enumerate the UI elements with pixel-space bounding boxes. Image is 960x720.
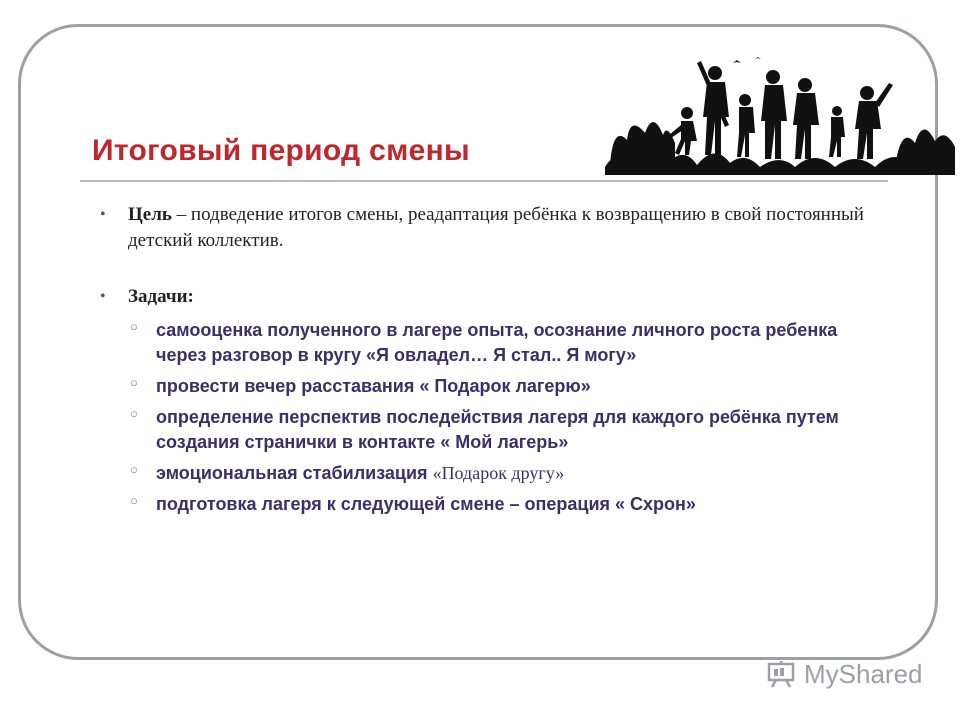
task-item [130,405,890,455]
tasks-list [100,318,890,517]
task-text: подготовка лагеря к следующей смене – операция « Схрон» [156,494,696,514]
sub-bullet-marker: ○ [130,493,138,508]
sub-bullet-marker: ○ [130,319,138,334]
goal-label: Цель [128,204,172,225]
task-text: эмоциональная стабилизация [156,463,433,483]
title-divider [80,180,888,182]
sub-bullet-marker: ○ [130,462,138,477]
watermark-text: MyShared [804,658,923,689]
task-item [130,492,890,517]
slide-content [100,202,890,523]
goal-bullet [100,202,890,254]
goal-text: – подведение итогов смены, реадаптация ребёнка к возвращению в свой постоянный детский коллектив. [128,204,864,251]
task-item [130,374,890,399]
task-text: определение перспектив последействия лагеря для каждого ребёнка путем создания странички в контакте « Мой лагерь» [156,407,839,452]
tasks-label: Задачи: [128,286,194,307]
sub-bullet-marker: ○ [130,375,138,390]
task-text: самооценка полученного в лагере опыта, осознание личного роста ребенка через разговор в кругу «Я овладел… Я стал.. Я могу» [156,320,838,365]
presentation-board-icon [766,659,796,689]
bullet-marker: • [100,288,106,305]
children-silhouette-illustration [605,55,955,175]
task-item [130,318,890,368]
myshared-watermark [766,656,923,692]
slide-title: Итоговый период смены [92,134,470,167]
tasks-bullet [100,284,890,310]
task-item [130,461,890,486]
bullet-marker: • [100,206,106,223]
task-quote: «Подарок другу» [432,463,565,483]
sub-bullet-marker: ○ [130,406,138,421]
task-text: провести вечер расставания « Подарок лагерю» [156,376,591,396]
